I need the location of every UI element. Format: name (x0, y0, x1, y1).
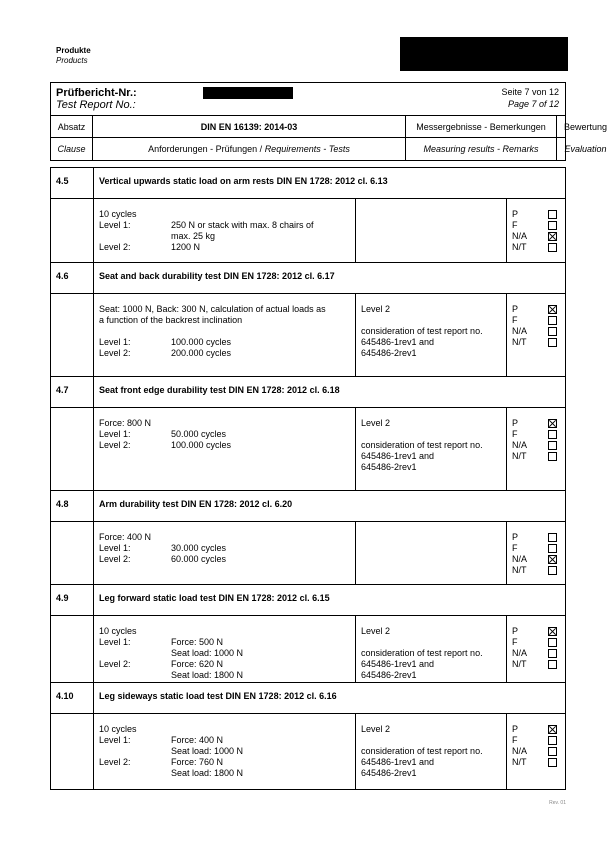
column-divider (93, 491, 94, 521)
checkbox-icon (548, 747, 557, 756)
column-divider (355, 522, 356, 584)
column-divider (93, 294, 94, 376)
page-number-en: Page 7 of 12 (507, 99, 559, 109)
requirement-value: 200.000 cycles (171, 348, 232, 358)
checked-checkbox-icon (548, 627, 557, 636)
requirement-value: Seat load: 1800 N (171, 670, 244, 680)
checkbox-icon (548, 441, 557, 450)
result-text: 645486-1rev1 and (361, 659, 435, 669)
requirement-value: Force: 620 N (171, 659, 224, 669)
section-body-row (51, 714, 565, 789)
column-header-row-de (51, 116, 608, 138)
section-number: 4.9 (56, 593, 69, 603)
column-divider (93, 377, 94, 407)
requirement-label: Level 2: (99, 554, 131, 564)
requirement-value: Seat load: 1000 N (171, 648, 244, 658)
section-title: Seat front edge durability test DIN EN 1728: 2012 cl. 6.18 (99, 385, 340, 395)
evaluation-label: N/T (512, 565, 527, 575)
evaluation-label: P (512, 304, 519, 314)
column-divider (93, 522, 94, 584)
requirement-label: 10 cycles (99, 626, 137, 636)
requirement-label: Level 2: (99, 348, 131, 358)
evaluation-label: F (512, 220, 518, 230)
col-requirements-header (93, 138, 406, 160)
section-body-row (51, 616, 565, 683)
section-title: Leg forward static load test DIN EN 1728: 2012 cl. 6.15 (99, 593, 330, 603)
company-label-en: Products (56, 56, 88, 65)
company-label-de: Produkte (56, 46, 91, 55)
requirement-label: 10 cycles (99, 724, 137, 734)
result-text: Level 2 (361, 418, 391, 428)
evaluation-label: N/T (512, 757, 527, 767)
requirement-label: Level 1: (99, 429, 131, 439)
checkbox-icon (548, 533, 557, 542)
evaluation-label: F (512, 735, 518, 745)
requirement-label: Seat: 1000 N, Back: 300 N, calculation of actual loads as (99, 304, 326, 314)
column-divider (506, 522, 507, 584)
result-text: consideration of test report no. (361, 648, 483, 658)
requirement-label: Force: 400 N (99, 532, 152, 542)
requirement-value: Seat load: 1800 N (171, 768, 244, 778)
requirement-label: Force: 800 N (99, 418, 152, 428)
result-text: 645486-2rev1 (361, 348, 417, 358)
section-number: 4.10 (56, 691, 74, 701)
col-eval-header: Bewertung (563, 121, 608, 132)
checkbox-icon (548, 243, 557, 252)
result-text: Level 2 (361, 724, 391, 734)
evaluation-label: N/A (512, 648, 528, 658)
evaluation-label: P (512, 209, 519, 219)
checkbox-icon (548, 221, 557, 230)
column-divider (93, 263, 94, 293)
checkbox-icon (548, 736, 557, 745)
section-title: Vertical upwards static load on arm rests DIN EN 1728: 2012 cl. 6.13 (99, 176, 388, 186)
requirement-value: Force: 500 N (171, 637, 224, 647)
section-title: Seat and back durability test DIN EN 1728: 2012 cl. 6.17 (99, 271, 335, 281)
section-number: 4.8 (56, 499, 69, 509)
col-evaluation-header: Evaluation (564, 144, 607, 154)
report-header-top (51, 83, 565, 116)
column-divider (93, 585, 94, 615)
column-divider (355, 408, 356, 490)
test-table (50, 167, 566, 790)
col-standard-header: DIN EN 16139: 2014-03 (93, 116, 406, 137)
evaluation-label: N/A (512, 554, 528, 564)
result-text: 645486-2rev1 (361, 462, 417, 472)
checkbox-icon (548, 338, 557, 347)
column-divider (93, 616, 94, 682)
column-divider (355, 294, 356, 376)
section-title: Arm durability test DIN EN 1728: 2012 cl. 6.20 (99, 499, 293, 509)
checked-checkbox-icon (548, 305, 557, 314)
section-body-row (51, 408, 565, 491)
evaluation-label: F (512, 543, 518, 553)
section-body-row (51, 199, 565, 263)
requirement-value: 100.000 cycles (171, 337, 232, 347)
evaluation-label: P (512, 532, 519, 542)
col-measuring-header: Measuring results - Remarks (406, 138, 557, 160)
column-divider (506, 294, 507, 376)
section-title-row (51, 585, 565, 616)
evaluation-label: N/A (512, 326, 528, 336)
evaluation-label: F (512, 315, 518, 325)
checkbox-icon (548, 430, 557, 439)
requirement-label: Level 1: (99, 220, 131, 230)
evaluation-label: P (512, 418, 519, 428)
evaluation-label: F (512, 429, 518, 439)
requirement-value: 50.000 cycles (171, 429, 227, 439)
checkbox-icon (548, 660, 557, 669)
checkbox-icon (548, 452, 557, 461)
checked-checkbox-icon (548, 725, 557, 734)
section-title-row (51, 168, 565, 199)
requirement-value: 100.000 cycles (171, 440, 232, 450)
col-clause-header: Clause (51, 138, 93, 160)
requirement-value: max. 25 kg (171, 231, 216, 241)
checkbox-icon (548, 327, 557, 336)
checked-checkbox-icon (548, 232, 557, 241)
col-section-header: Absatz (51, 116, 93, 137)
column-divider (93, 714, 94, 789)
evaluation-label: P (512, 626, 519, 636)
evaluation-label: N/T (512, 659, 527, 669)
checkbox-icon (548, 649, 557, 658)
requirement-value: 250 N or stack with max. 8 chairs of (171, 220, 314, 230)
column-header-row-en (51, 138, 607, 160)
section-title-row (51, 263, 565, 294)
section-title-row (51, 491, 565, 522)
checkbox-icon (548, 316, 557, 325)
col-results-header: Messergebnisse - Bemerkungen (406, 116, 557, 137)
checked-checkbox-icon (548, 555, 557, 564)
section-title: Leg sideways static load test DIN EN 1728: 2012 cl. 6.16 (99, 691, 337, 701)
evaluation-label: N/A (512, 440, 528, 450)
column-divider (506, 616, 507, 682)
column-divider (506, 408, 507, 490)
requirement-value: 30.000 cycles (171, 543, 227, 553)
report-header (50, 82, 608, 161)
column-divider (93, 683, 94, 713)
column-divider (355, 199, 356, 262)
result-text: Level 2 (361, 626, 391, 636)
col-req-en: Requirements - Tests (264, 144, 350, 154)
column-divider (93, 168, 94, 198)
evaluation-label: P (512, 724, 519, 734)
requirement-label: Level 2: (99, 757, 131, 767)
requirement-value: Force: 760 N (171, 757, 224, 767)
result-text: 645486-2rev1 (361, 768, 417, 778)
col-req-de: Anforderungen - Prüfungen / (148, 144, 263, 154)
column-divider (93, 408, 94, 490)
result-text: consideration of test report no. (361, 440, 483, 450)
checkbox-icon (548, 638, 557, 647)
requirement-label: 10 cycles (99, 209, 137, 219)
evaluation-label: N/A (512, 231, 528, 241)
report-number-label-de: Prüfbericht-Nr.: (56, 87, 137, 99)
evaluation-label: N/T (512, 242, 527, 252)
result-text: 645486-1rev1 and (361, 757, 435, 767)
requirement-value: 60.000 cycles (171, 554, 227, 564)
requirement-label: a function of the backrest inclination (99, 315, 243, 325)
result-text: 645486-1rev1 and (361, 451, 435, 461)
column-divider (355, 616, 356, 682)
requirement-label: Level 1: (99, 543, 131, 553)
requirement-value: Force: 400 N (171, 735, 224, 745)
requirement-value: Seat load: 1000 N (171, 746, 244, 756)
evaluation-label: N/A (512, 746, 528, 756)
result-text: Level 2 (361, 304, 391, 314)
requirement-label: Level 1: (99, 637, 131, 647)
requirement-label: Level 2: (99, 659, 131, 669)
section-number: 4.7 (56, 385, 69, 395)
requirement-value: 1200 N (171, 242, 201, 252)
result-text: consideration of test report no. (361, 326, 483, 336)
checkbox-icon (548, 544, 557, 553)
section-title-row (51, 377, 565, 408)
requirement-label: Level 2: (99, 440, 131, 450)
column-divider (93, 199, 94, 262)
section-body-row (51, 294, 565, 377)
report-number-label-en: Test Report No.: (56, 99, 136, 111)
result-text: 645486-1rev1 and (361, 337, 435, 347)
column-divider (355, 714, 356, 789)
checked-checkbox-icon (548, 419, 557, 428)
section-number: 4.5 (56, 176, 69, 186)
section-body-row (51, 522, 565, 585)
section-number: 4.6 (56, 271, 69, 281)
column-divider (506, 714, 507, 789)
result-text: 645486-2rev1 (361, 670, 417, 680)
requirement-label: Level 1: (99, 735, 131, 745)
evaluation-label: N/T (512, 451, 527, 461)
column-divider (506, 199, 507, 262)
result-text: consideration of test report no. (361, 746, 483, 756)
redacted-logo (400, 37, 568, 71)
checkbox-icon (548, 566, 557, 575)
page-number-de: Seite 7 von 12 (501, 87, 559, 97)
evaluation-label: N/T (512, 337, 527, 347)
checkbox-icon (548, 758, 557, 767)
requirement-label: Level 1: (99, 337, 131, 347)
checkbox-icon (548, 210, 557, 219)
section-title-row (51, 683, 565, 714)
requirement-label: Level 2: (99, 242, 131, 252)
revision-label: Rev. 01 (549, 800, 566, 806)
redacted-report-number (203, 87, 293, 99)
evaluation-label: F (512, 637, 518, 647)
